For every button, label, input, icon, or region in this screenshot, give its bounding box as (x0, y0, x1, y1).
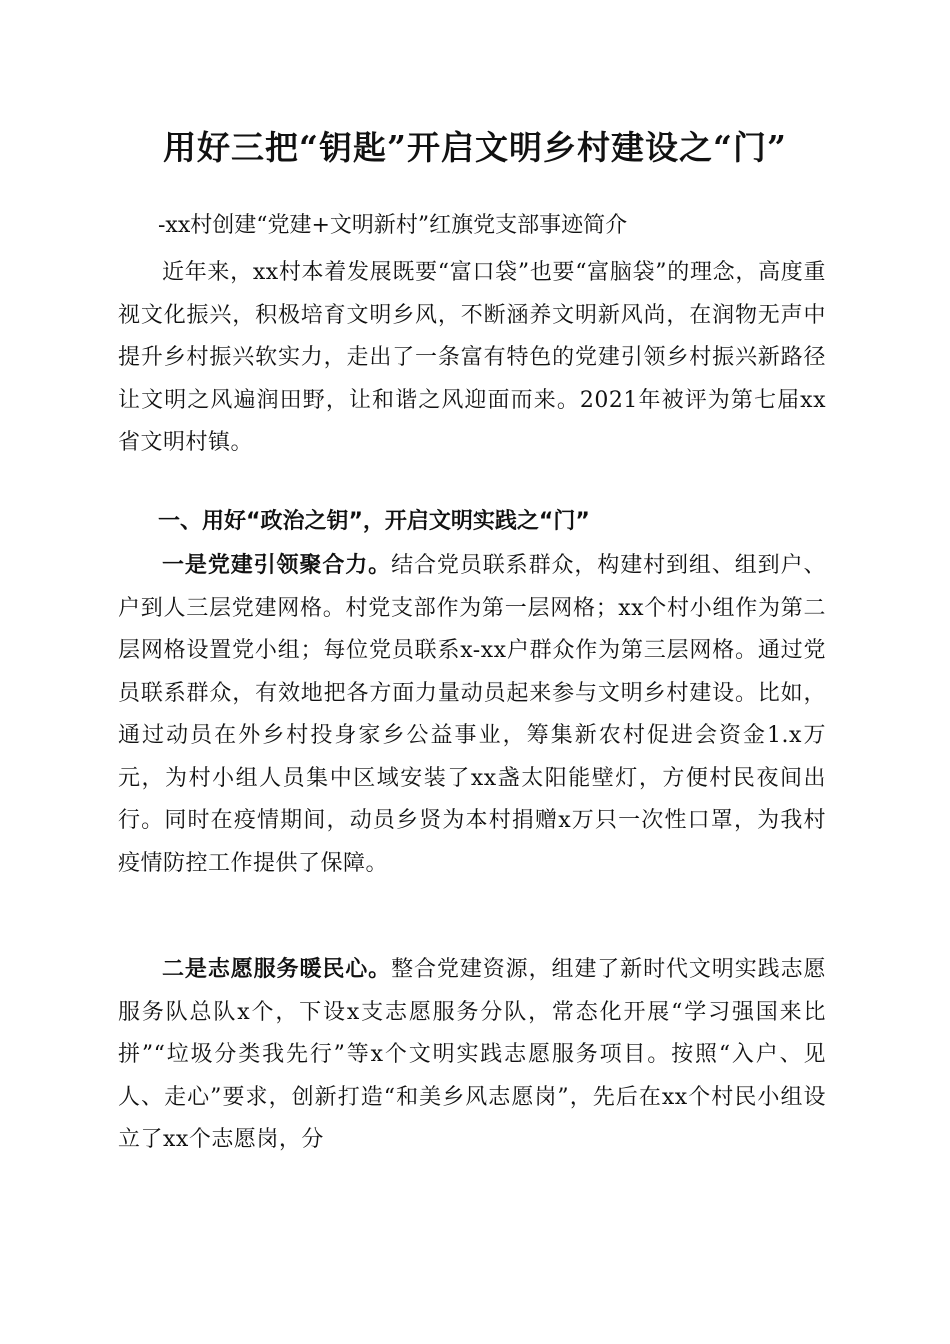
item2-block (118, 948, 826, 1162)
document-subtitle: -xx村创建“党建+文明新村”红旗党支部事迹简介 (158, 213, 628, 238)
document-title: 用好三把“钥匙”开启文明乡村建设之“门” (163, 128, 787, 167)
section-heading: 一、用好“政治之钥”，开启文明实践之“门” (158, 509, 590, 534)
intro-block (118, 252, 826, 465)
item2-paragraph (118, 948, 826, 1162)
item2-text: 整合党建资源，组建了新时代文明实践志愿服务队总队x个，下设x支志愿服务分队，常态化开展“学习强国来比拼”“垃圾分类我先行”等x个文明实践志愿服务项目。按照“入户、见人、走心”要求，创新打造“和美乡风志愿岗”，先后在xx个村民小组设立了xx个志愿岗，分 (118, 957, 826, 1152)
item1-text: 结合党员联系群众，构建村到组、组到户、户到人三层党建网格。村党支部作为第一层网格；xx个村小组作为第二层网格设置党小组；每位党员联系x-xx户群众作为第三层网格。通过党员联系群众，有效地把各方面力量动员起来参与文明乡村建设。比如，通过动员在外乡村投身家乡公益事业，筹集新农村促进会资金1.x万元，为村小组人员集中区域安装了xx盏太阳能壁灯，方便村民夜间出行。同时在疫情期间，动员乡贤为本村捐赠x万只一次性口罩，为我村疫情防控工作提供了保障。 (118, 553, 826, 876)
item1-lead: 一是党建引领聚合力。 (162, 552, 392, 578)
item1-paragraph (118, 544, 826, 885)
item1-block (118, 544, 826, 885)
intro-paragraph: 近年来，xx村本着发展既要“富口袋”也要“富脑袋”的理念，高度重视文化振兴，积极培育文明乡风，不断涵养文明新风尚，在润物无声中提升乡村振兴软实力，走出了一条富有特色的党建引领乡村振兴新路径让文明之风遍润田野，让和谐之风迎面而来。2021年被评为第七届xx省文明村镇。 (118, 260, 826, 455)
item2-lead: 二是志愿服务暖民心。 (162, 956, 392, 982)
